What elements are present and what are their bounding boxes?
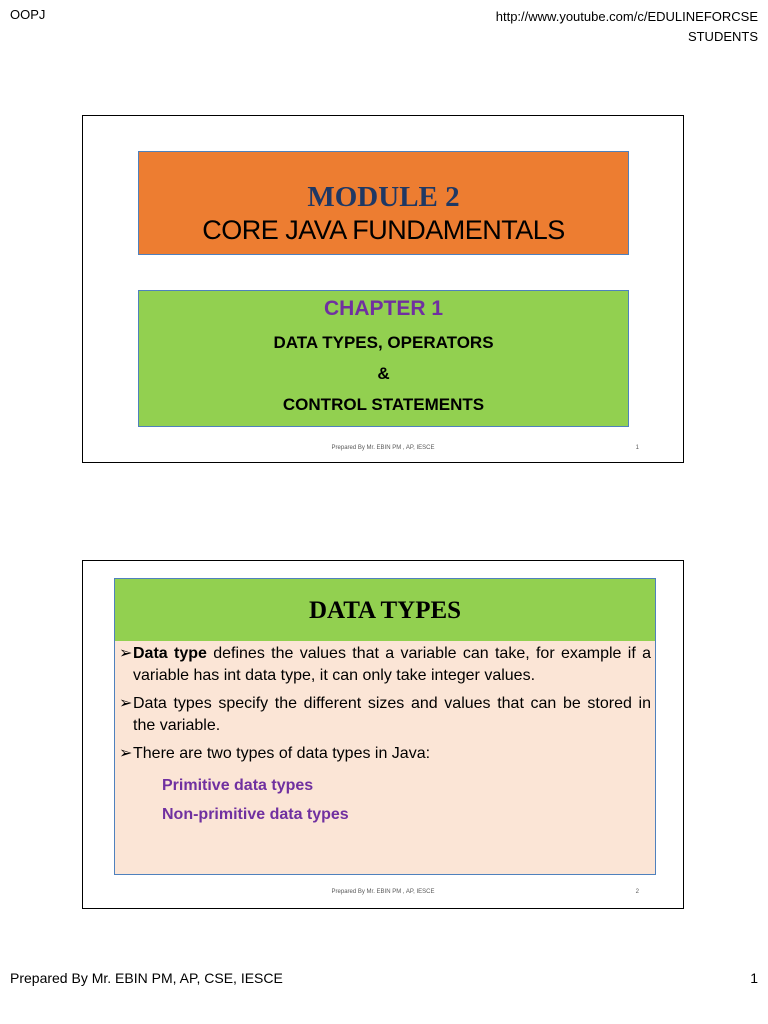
data-types-content	[114, 641, 656, 875]
bullet-text: defines the values that a variable can take, for example if a variable has int data type, it can only take integer values.	[133, 645, 651, 684]
chapter-label: CHAPTER 1	[323, 297, 444, 320]
arrow-bullet-icon: ➢	[119, 645, 133, 662]
slide-page-number: 2	[635, 889, 639, 895]
bullet-bold-term: Data type	[133, 645, 207, 662]
module-title-box	[138, 151, 629, 255]
chapter-box	[138, 290, 629, 427]
header-course-code: OOPJ	[10, 7, 46, 22]
sub-item-primitive: Primitive data types	[162, 777, 314, 794]
data-types-header	[114, 578, 656, 642]
page-footer-author: Prepared By Mr. EBIN PM, AP, CSE, IESCE	[10, 970, 283, 986]
slide-2	[82, 560, 684, 909]
bullet-text: Data types specify the different sizes and values that can be stored in the variable.	[133, 695, 651, 734]
slide-footer: Prepared By Mr. EBIN PM , AP, IESCE	[331, 445, 435, 451]
header-url-line1: http://www.youtube.com/c/EDULINEFORCSE	[495, 9, 758, 24]
bullet-item	[119, 643, 651, 687]
arrow-bullet-icon: ➢	[119, 695, 133, 712]
slide-1	[82, 115, 684, 463]
module-label: MODULE 2	[307, 181, 460, 213]
chapter-topic-line-1: DATA TYPES, OPERATORS	[273, 333, 494, 352]
slide-footer: Prepared By Mr. EBIN PM , AP, IESCE	[331, 889, 435, 895]
module-subtitle: CORE JAVA FUNDAMENTALS	[202, 215, 565, 245]
bullet-text: There are two types of data types in Java:	[133, 745, 431, 762]
sub-item-non-primitive: Non-primitive data types	[162, 806, 349, 823]
bullet-item	[119, 743, 651, 765]
header-url	[496, 7, 758, 47]
bullet-item	[119, 693, 651, 737]
header-url-line2: STUDENTS	[687, 29, 758, 44]
chapter-topic-line-3: CONTROL STATEMENTS	[282, 395, 485, 414]
data-types-title: DATA TYPES	[308, 597, 462, 624]
arrow-bullet-icon: ➢	[119, 745, 133, 762]
page-footer-number: 1	[750, 970, 758, 986]
chapter-topic-line-2: &	[377, 364, 390, 383]
slide-page-number: 1	[635, 445, 639, 451]
